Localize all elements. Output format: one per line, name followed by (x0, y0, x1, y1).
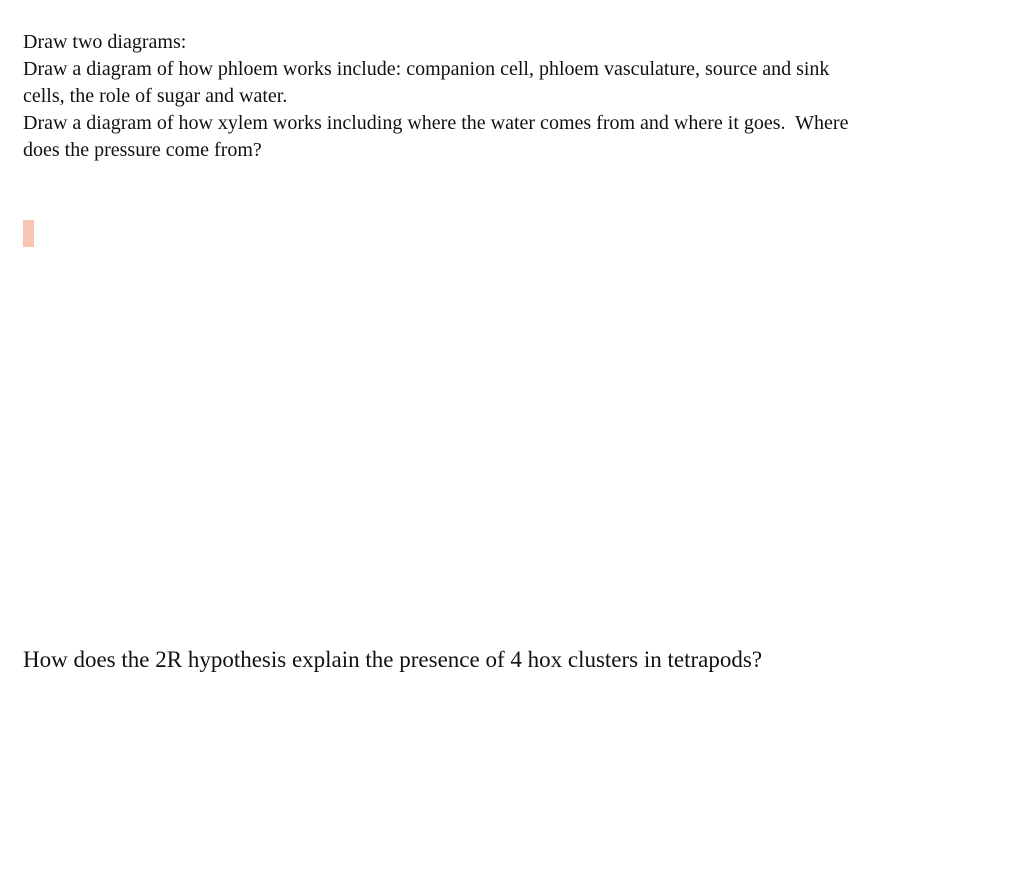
phloem-prompt-line1: Draw a diagram of how phloem works include: companion cell, phloem vasculature, source and sink (23, 58, 830, 80)
phloem-prompt-line2: cells, the role of sugar and water. (23, 85, 288, 107)
instructions-heading: Draw two diagrams: (23, 31, 187, 53)
instructions-block (23, 29, 923, 164)
hox-question: How does the 2R hypothesis explain the presence of 4 hox clusters in tetrapods? (23, 647, 763, 672)
xylem-prompt-line2: does the pressure come from? (23, 139, 262, 161)
text-cursor-marker (23, 220, 34, 247)
xylem-prompt-line1: Draw a diagram of how xylem works including where the water comes from and where it goes. Where (23, 112, 849, 134)
